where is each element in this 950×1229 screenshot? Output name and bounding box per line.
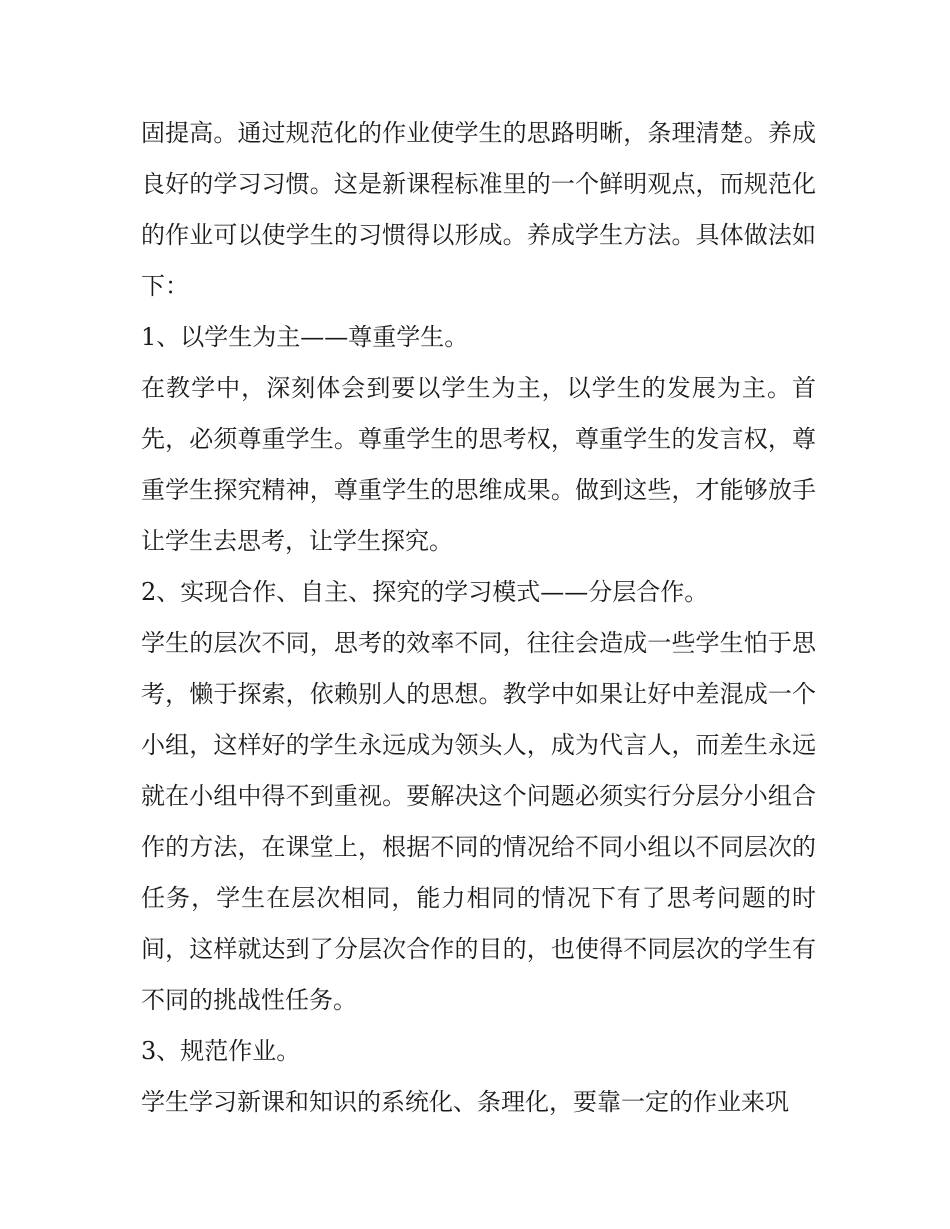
heading-point-3: 3、规范作业。: [141, 1037, 301, 1065]
paragraph-point-1: 在教学中，深刻体会到要以学生为主，以学生的发展为主。首先，必须尊重学生。尊重学生的思考权，尊重学生的发言权，尊重学生探究精神，尊重学生的思维成果。做到这些，才能够放手让学生去思考，让学生探究。: [141, 374, 816, 555]
paragraph-point-3: 学生学习新课和知识的系统化、条理化，要靠一定的作业来巩: [141, 1088, 789, 1116]
paragraph-point-2: 学生的层次不同，思考的效率不同，往往会造成一些学生怕于思考，懒于探索，依赖别人的思想。教学中如果让好中差混成一个小组，这样好的学生永远成为领头人，成为代言人，而差生永远就在小组中得不到重视。要解决这个问题必须实行分层分小组合作的方法，在课堂上，根据不同的情况给不同小组以不同层次的任务，学生在层次相同，能力相同的情况下有了思考问题的时间，这样就达到了分层次合作的目的，也使得不同层次的学生有不同的挑战性任务。: [141, 629, 816, 1014]
document-body: [141, 108, 816, 1128]
heading-point-2: 2、实现合作、自主、探究的学习模式——分层合作。: [141, 578, 709, 606]
heading-point-1: 1、以学生为主——尊重学生。: [141, 323, 469, 351]
paragraph-intro: 固提高。通过规范化的作业使学生的思路明晰，条理清楚。养成良好的学习习惯。这是新课程标准里的一个鲜明观点，而规范化的作业可以使学生的习惯得以形成。养成学生方法。具体做法如下：: [141, 119, 816, 300]
